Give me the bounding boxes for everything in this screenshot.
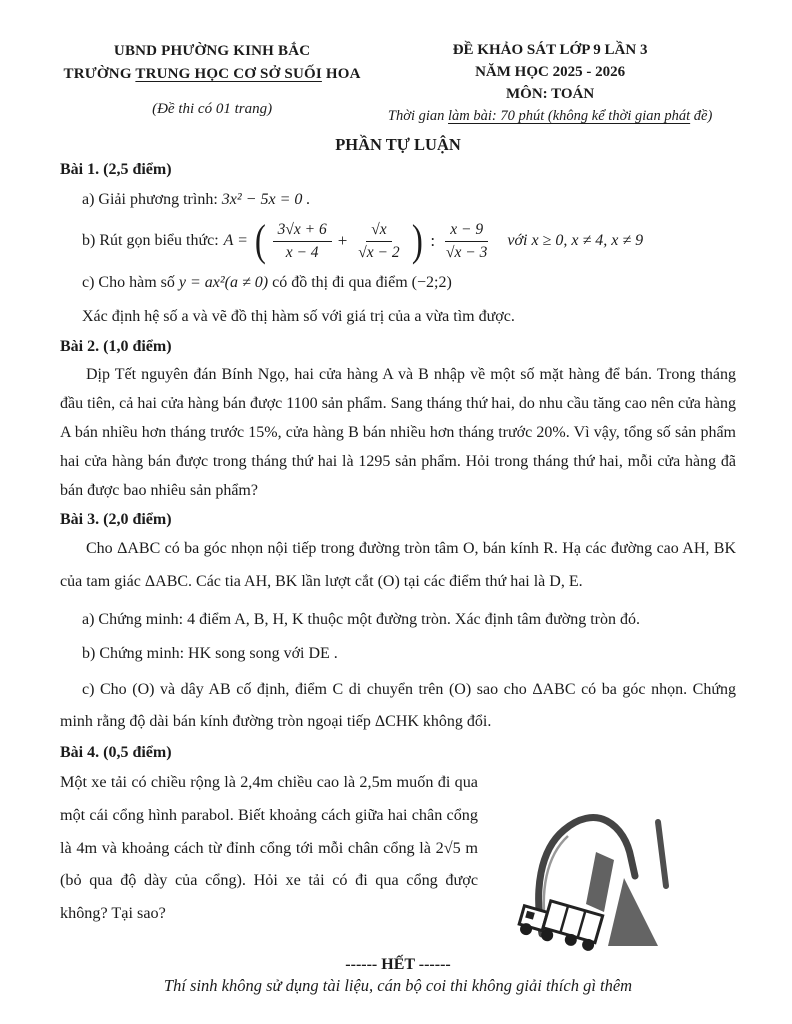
- problem-3-intro: Cho ΔABC có ba góc nhọn nội tiếp trong đường tròn tâm O, bán kính R. Hạ các đường cao AH, BK của tam giác ΔABC. Các tia AH, BK lần lượt cắt (O) tại các điểm thứ hai là D, E.: [60, 540, 736, 590]
- divide-operator: :: [430, 231, 436, 251]
- time-underlined: làm bài: 70 phút (không kể thời gian phát: [448, 108, 691, 125]
- fraction-3-denominator: √x − 3: [446, 243, 488, 261]
- problem-2-text: Dịp Tết nguyên đán Bính Ngọ, hai cửa hàng A và B nhập về một số mặt hàng để bán. Trong tháng đầu tiên, cả hai cửa hàng bán được 1100 sản phẩm. Sang tháng thứ hai, do nhu cầu tăng cao nên cửa hàng A bán nhiều hơn tháng trước 15%, cửa hàng B bán nhiều hơn tháng trước 20%. Vì vậy, tổng số sản phẩm hai cửa hàng bán được trong tháng thứ hai là 1295 sản phẩm. Hỏi trong tháng thứ hai, mỗi cửa hàng đã bán được bao nhiêu sản phẩm?: [60, 365, 736, 499]
- problem-3c: c) Cho (O) và dây AB cố định, điểm C di chuyển trên (O) sao cho ΔABC có ba góc nhọn. Chứng minh rằng độ dài bán kính đường tròn ngoại tiếp ΔCHK không đổi.: [60, 681, 736, 731]
- problem-1-heading: Bài 1. (2,5 điểm): [60, 161, 172, 179]
- problem-3b: b) Chứng minh: HK song song với DE .: [82, 644, 338, 662]
- fraction-2-numerator: √x: [366, 220, 391, 241]
- subject: MÔN: TOÁN: [506, 85, 595, 102]
- problem-2-heading: Bài 2. (1,0 điểm): [60, 337, 172, 355]
- problem-1a: [60, 186, 736, 213]
- exam-footer: [60, 956, 736, 996]
- domain-condition: với x ≥ 0, x ≠ 4, x ≠ 9: [507, 232, 644, 250]
- plus-operator: +: [337, 231, 348, 251]
- school-name-underlined: TRUNG HỌC CƠ SỞ SUỐI: [135, 65, 322, 82]
- header-right-block: [364, 40, 736, 125]
- school-name-suffix: HOA: [321, 65, 361, 82]
- exam-header: [60, 40, 736, 125]
- problem-3: [60, 511, 736, 738]
- expression-lhs: A =: [223, 232, 248, 250]
- problem-3-heading: Bài 3. (2,0 điểm): [60, 511, 172, 529]
- header-left-block: [60, 40, 364, 125]
- fraction-1-numerator: 3√x + 6: [273, 220, 332, 241]
- problem-1b: b) Rút gọn biểu thức: A = ( $\frac{3√x + 6}{x - 4}$ + $\frac{√x}{√x - 2}$ ) : $\frac{x - 9}{√x - 3}$ với x ≥ 0, x ≠ 4, x ≠ 9: [82, 216, 644, 266]
- fraction-1-denominator: x − 4: [285, 243, 319, 261]
- problem-4-body: [60, 766, 736, 952]
- fraction-3-numerator: x − 9: [445, 220, 488, 241]
- problem-4-heading: Bài 4. (0,5 điểm): [60, 744, 172, 762]
- problem-4-figure: [478, 766, 736, 952]
- school-name: [60, 63, 364, 86]
- time-prefix: Thời gian: [387, 108, 449, 125]
- problem-1c-function: y = ax²(a ≠ 0): [178, 274, 269, 292]
- school-year: NĂM HỌC 2025 - 2026: [475, 63, 626, 80]
- fraction-3: [441, 220, 492, 262]
- problem-1: [60, 161, 736, 330]
- problem-1c-rest: có đồ thị đi qua điểm (−2;2): [268, 274, 452, 292]
- section-title: PHẦN TỰ LUẬN: [335, 135, 461, 155]
- end-marker: ------ HẾT ------: [345, 956, 451, 974]
- page-count-note: (Đề thi có 01 trang): [152, 101, 273, 117]
- problem-1a-label: a) Giải phương trình:: [82, 191, 222, 209]
- problem-4-text: Một xe tải có chiều rộng là 2,4m chiều cao là 2,5m muốn đi qua một cái cổng hình parabol. Biết khoảng cách giữa hai chân cổng là 4m và khoảng cách từ đỉnh cổng tới mỗi chân cổng là 2√5 m (bỏ qua độ dày của cổng). Hỏi xe tải có đi qua cổng được không? Tại sao?: [60, 773, 478, 922]
- problem-1c: [60, 269, 736, 296]
- problem-3a: a) Chứng minh: 4 điểm A, B, H, K thuộc một đường tròn. Xác định tâm đường tròn đó.: [82, 610, 640, 628]
- exam-title: ĐỀ KHẢO SÁT LỚP 9 LẦN 3: [452, 42, 648, 58]
- fraction-2: [353, 220, 404, 262]
- problem-2: [60, 338, 736, 506]
- truck-gate-illustration: [512, 794, 702, 952]
- problem-1c-label: c) Cho hàm số: [82, 274, 179, 292]
- problem-1b-label: b) Rút gọn biểu thức:: [82, 232, 219, 250]
- school-name-prefix: TRƯỜNG: [63, 65, 136, 82]
- problem-1a-equation: 3x² − 5x = 0 .: [221, 191, 311, 209]
- fraction-2-denominator: √x − 2: [358, 243, 400, 261]
- fraction-1: [273, 220, 332, 262]
- problem-1c-followup: Xác định hệ số a và vẽ đồ thị hàm số với giá trị của a vừa tìm được.: [82, 308, 515, 326]
- problem-4: [60, 744, 736, 952]
- time-suffix: đề): [690, 108, 713, 125]
- time-limit: [364, 108, 736, 125]
- issuing-authority: UBND PHƯỜNG KINH BẮC: [113, 43, 311, 59]
- footer-note: Thí sinh không sử dụng tài liệu, cán bộ coi thi không giải thích gì thêm: [163, 976, 633, 996]
